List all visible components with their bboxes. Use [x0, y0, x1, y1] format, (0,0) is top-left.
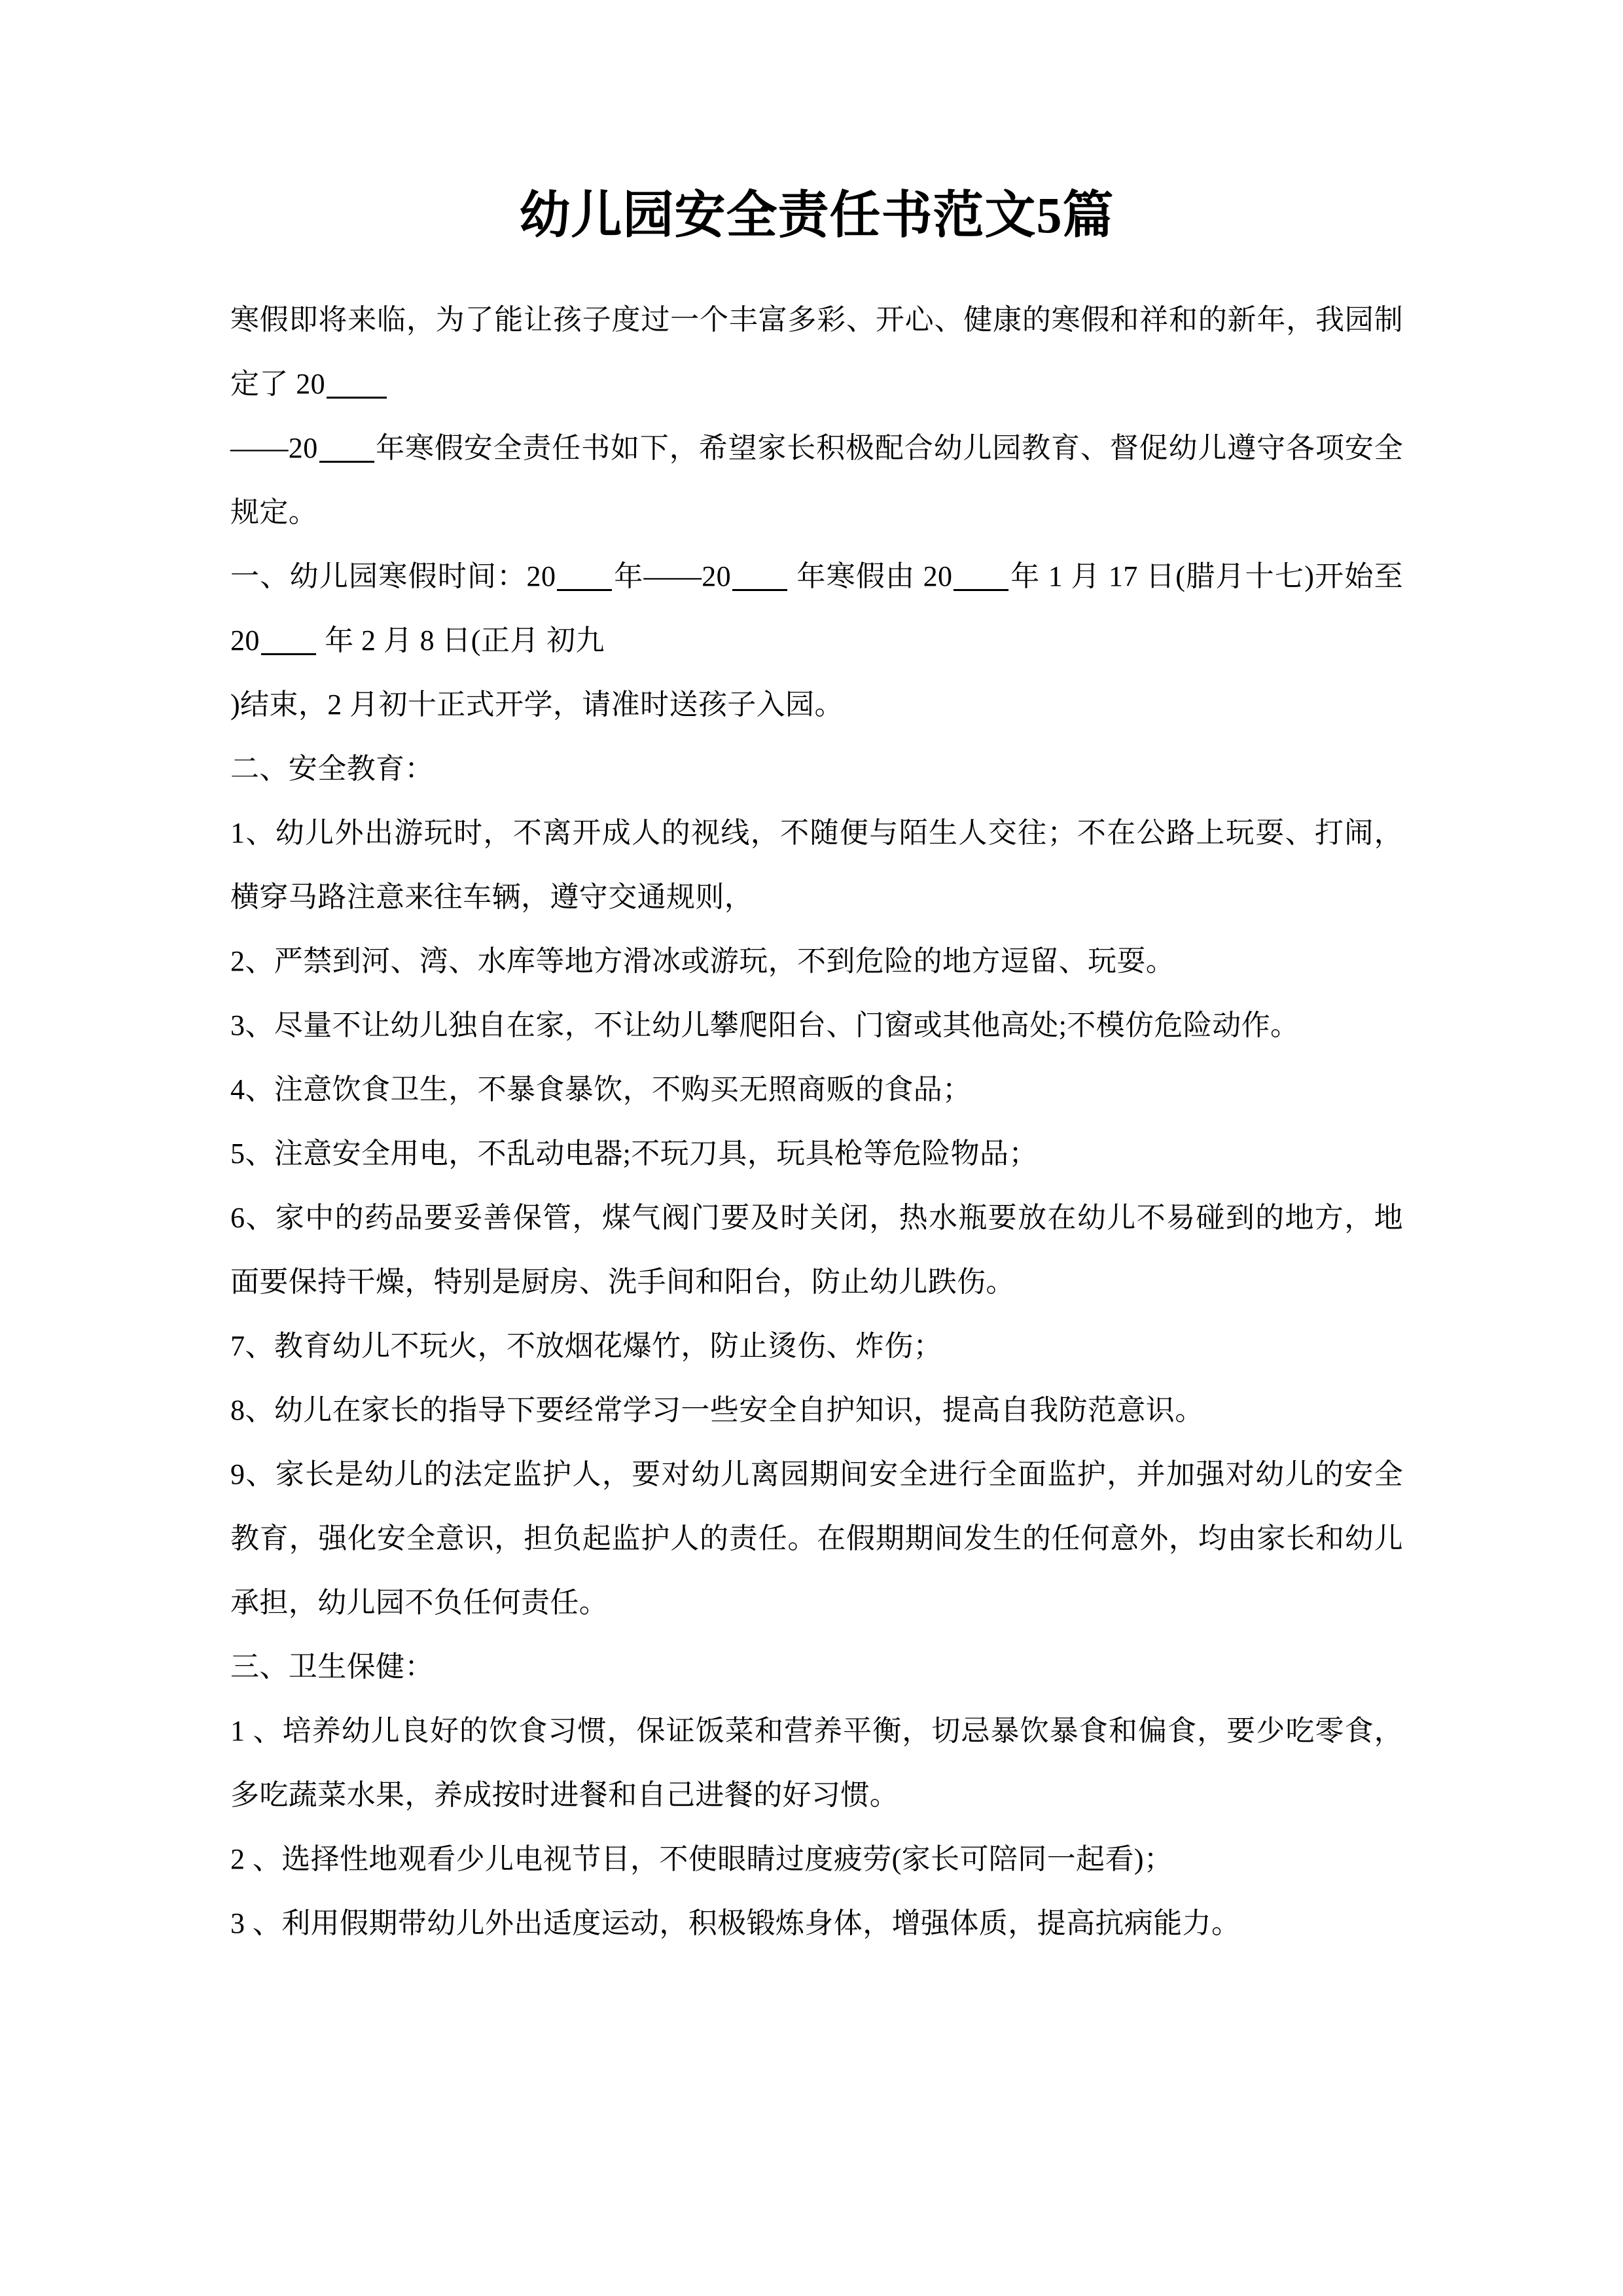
fill-in-blank[interactable] [557, 562, 612, 591]
list-item-health-3: 3 、利用假期带幼儿外出适度运动，积极锻炼身体，增强体质，提高抗病能力。 [230, 1907, 1241, 1939]
section-1-part-e: 年 2 月 8 日(正月 初九 [317, 624, 605, 656]
heading-section-3: 三、卫生保健： [230, 1651, 434, 1683]
paragraph-intro-1 [230, 288, 1403, 416]
list-item-safety-5: 5、注意安全用电，不乱动电器;不玩刀具，玩具枪等危险物品； [230, 1138, 1038, 1170]
intro-2-text: 年寒假安全责任书如下，希望家长积极配合幼儿园教育、督促幼儿遵守各项安全规定。 [230, 432, 1403, 528]
section-1-part-c: 年寒假由 20 [789, 560, 953, 592]
paragraph-section-1 [230, 545, 1403, 673]
intro-1-text: 寒假即将来临，为了能让孩子度过一个丰富多彩、开心、健康的寒假和祥和的新年，我园制定了 20 [230, 304, 1403, 400]
fill-in-blank[interactable] [261, 626, 316, 655]
list-item-safety-8: 8、幼儿在家长的指导下要经常学习一些安全自护知识，提高自我防范意识。 [230, 1394, 1204, 1426]
page-title: 幼儿园安全责任书范文5篇 [519, 187, 1115, 243]
section-1-part-d: 年 1 月 17 日(腊月十七)开始至 20 [230, 560, 1404, 656]
section-1-part-a: 一、幼儿园寒假时间：20 [230, 560, 556, 592]
paragraph-section-1-continued: )结束，2 月初十正式开学，请准时送孩子入园。 [230, 689, 844, 721]
list-item-safety-3: 3、尽量不让幼儿独自在家，不让幼儿攀爬阳台、门窗或其他高处;不模仿危险动作。 [230, 1009, 1300, 1041]
list-item-safety-1: 1、幼儿外出游玩时，不离开成人的视线，不随便与陌生人交往；不在公路上玩耍、打闹，横穿马路注意来往车辆，遵守交通规则， [230, 817, 1403, 913]
document-content [230, 0, 1403, 1956]
list-item-health-2: 2 、选择性地观看少儿电视节目，不使眼睛过度疲劳(家长可陪同一起看)； [230, 1843, 1173, 1875]
fill-in-blank[interactable] [954, 562, 1008, 591]
fill-in-blank[interactable] [327, 369, 387, 399]
list-item-safety-2: 2、严禁到河、湾、水库等地方滑冰或游玩，不到危险的地方逗留、玩耍。 [230, 945, 1175, 977]
paragraph-intro-2 [230, 416, 1403, 545]
heading-section-2: 二、安全教育： [230, 753, 434, 785]
list-item-safety-9: 9、家长是幼儿的法定监护人，要对幼儿离园期间安全进行全面监护，并加强对幼儿的安全教育，强化安全意识，担负起监护人的责任。在假期期间发生的任何意外，均由家长和幼儿承担，幼儿园不负任何责任。 [230, 1458, 1403, 1619]
section-1-part-b: 年——20 [613, 560, 732, 592]
list-item-safety-6: 6、家中的药品要妥善保管，煤气阀门要及时关闭，热水瓶要放在幼儿不易碰到的地方，地面要保持干燥，特别是厨房、洗手间和阳台，防止幼儿跌伤。 [230, 1202, 1403, 1298]
document-body [230, 288, 1403, 1956]
list-item-health-1: 1 、培养幼儿良好的饮食习惯，保证饭菜和营养平衡，切忌暴饮暴食和偏食，要少吃零食，多吃蔬菜水果，养成按时进餐和自己进餐的好习惯。 [230, 1715, 1403, 1811]
intro-2-prefix: ——20 [230, 432, 318, 464]
fill-in-blank[interactable] [319, 433, 374, 463]
fill-in-blank[interactable] [732, 562, 787, 591]
list-item-safety-4: 4、注意饮食卫生，不暴食暴饮，不购买无照商贩的食品； [230, 1073, 972, 1105]
list-item-safety-7: 7、教育幼儿不玩火，不放烟花爆竹，防止烫伤、炸伤； [230, 1330, 942, 1362]
